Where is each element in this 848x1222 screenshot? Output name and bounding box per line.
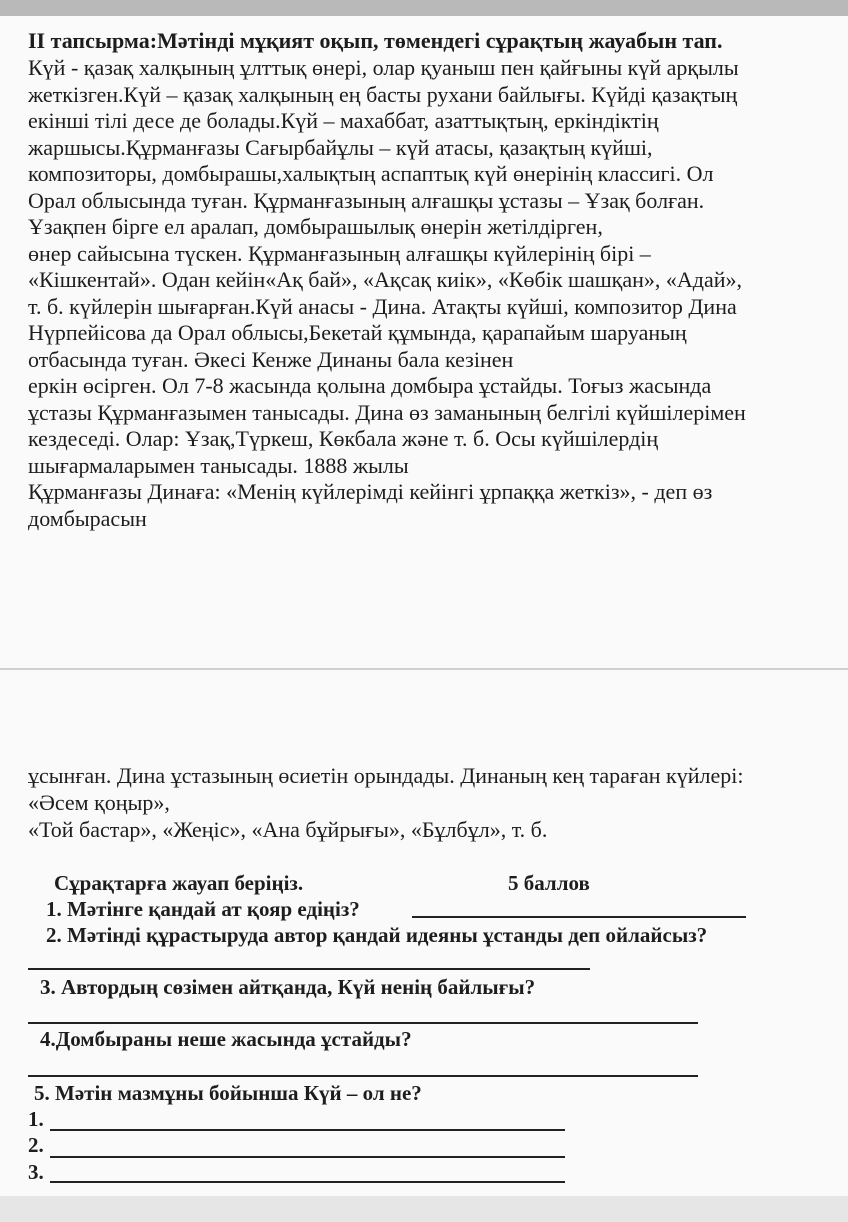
text-line: Күй - қазақ халқының ұлттық өнері, олар қуаныш пен қайғыны күй арқылы (28, 55, 739, 80)
answer-line-5-2[interactable] (50, 1156, 565, 1158)
text-line: еркін өсірген. Ол 7-8 жасында қолына домбыра ұстайды. Тоғыз жасында (28, 373, 712, 398)
question-2: 2. Мәтінді құрастыруда автор қандай идеяны ұстанды деп ойлайсыз? (46, 923, 708, 947)
text-line: т. б. күйлерін шығарған.Күй анасы - Дина. Атақты күйші, композитор Дина (28, 293, 737, 319)
text-line: ұстазы Құрманғазымен танысады. Дина өз заманының белгілі күйшілерімен (28, 399, 746, 425)
answer-line-4[interactable] (28, 1075, 698, 1077)
question-5: 5. Мәтін мазмұны бойынша Күй – ол не? (34, 1081, 422, 1105)
questions-header: Сұрақтарға жауап беріңіз. (54, 871, 304, 895)
top-bar (0, 0, 848, 16)
answer-line-5-3[interactable] (50, 1181, 565, 1183)
text-line: композиторы, домбырашы,халықтың аспаптық күй өнерінің классигі. Ол (28, 161, 714, 186)
bottom-bar (0, 1196, 848, 1222)
text-line: Құрманғазы Динаға: «Менің күйлерімді кейінгі ұрпаққа жеткіз», - деп өз (28, 479, 713, 504)
text-line: ұсынған. Дина ұстазының өсиетін орындады. Динаның кең тараған күйлері: (28, 763, 744, 788)
reading-text-part2 (28, 762, 828, 843)
text-line: өнер сайысына түскен. Құрманғазының алғашқы күйлерінің бірі – (28, 240, 651, 266)
text-line: Нүрпейісова да Орал облысы,Бекетай құмында, қарапайым шаруаның (28, 320, 687, 345)
text-line: екінші тілі десе де болады.Күй – махаббат, азаттықтың, еркіндіктің (28, 108, 659, 133)
text-line: шығармаларымен танысады. 1888 жылы (28, 452, 409, 478)
answer-line-3[interactable] (28, 1022, 698, 1024)
answer-number-2: 2. (28, 1133, 44, 1157)
text-line: кездеседі. Олар: Ұзақ,Түркеш, Көкбала және т. б. Осы күйшілердің (28, 426, 659, 451)
text-line: жеткізген.Күй – қазақ халқының ең басты рухани байлығы. Күйді қазақтың (28, 81, 738, 107)
question-3: 3. Автордың сөзімен айтқанда, Күй ненің байлығы? (40, 975, 536, 999)
text-line: Ұзақпен бірге ел аралап, домбырашылық өнерін жетілдірген, (28, 214, 603, 239)
text-line: жаршысы.Құрманғазы Сағырбайұлы – күй атасы, қазақтың күйші, (28, 134, 653, 160)
question-4: 4.Домбыраны неше жасында ұстайды? (40, 1027, 412, 1051)
answer-number-3: 3. (28, 1160, 44, 1184)
text-line: домбырасын (28, 505, 147, 531)
text-line: «Кішкентай». Одан кейін«Ақ бай», «Ақсақ киік», «Көбік шашқан», «Адай», (28, 267, 743, 292)
text-line: Орал облысында туған. Құрманғазының алғашқы ұстазы – Ұзақ болған. (28, 187, 705, 213)
text-line: отбасында туған. Әкесі Кенже Динаны бала кезінен (28, 346, 514, 372)
answer-line-1[interactable] (412, 916, 746, 918)
text-line: «Той бастар», «Жеңіс», «Ана бұйрығы», «Бұлбұл», т. б. (28, 817, 548, 842)
answer-line-5-1[interactable] (50, 1129, 565, 1131)
task-title: ІІ тапсырма:Мәтінді мұқият оқып, төмендегі сұрақтың жауабын тап. (28, 28, 723, 53)
answer-line-2[interactable] (28, 968, 590, 970)
text-line: «Әсем қоңыр», (28, 790, 170, 815)
points-label: 5 баллов (508, 871, 590, 895)
answer-number-1: 1. (28, 1107, 44, 1131)
question-1: 1. Мәтінге қандай ат қояр едіңіз? (46, 897, 360, 921)
reading-text-part1 (28, 55, 828, 532)
